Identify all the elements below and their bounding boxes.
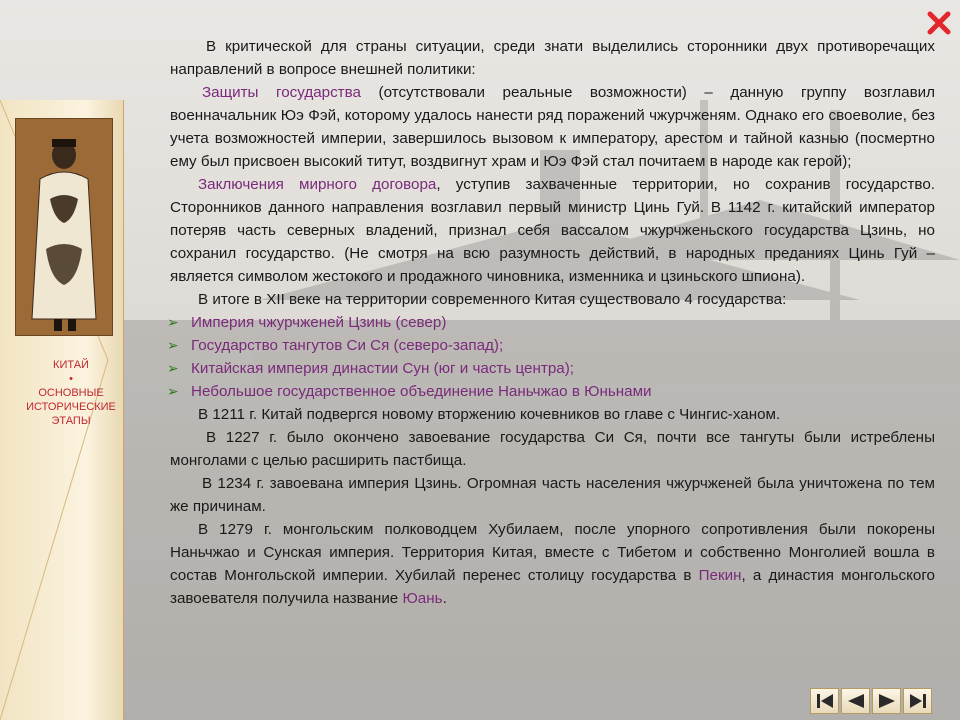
para-1227: В 1227 г. было окончено завоевание государства Си Ся, почти все тангуты были истреблены монголами с целью расширить пастбища.: [170, 429, 935, 469]
check-bullet-icon: ➢: [167, 314, 179, 330]
para-1279: [170, 518, 935, 610]
prev-icon: [846, 693, 866, 709]
label-line-3: ИСТОРИЧЕСКИЕ: [26, 401, 116, 413]
list-item: [165, 334, 935, 357]
list-item-text: Китайская империя династии Сун (юг и часть центра);: [191, 360, 575, 377]
check-bullet-icon: ➢: [167, 360, 179, 376]
states-list: [167, 311, 935, 403]
para-defense: [170, 81, 935, 173]
list-item: [165, 311, 935, 334]
para-intro: В критической для страны ситуации, среди знати выделились сторонники двух противоречащих направлений в вопросе внешней политики:: [170, 38, 935, 78]
section-label: [26, 358, 116, 428]
slide-navigation: [810, 688, 934, 714]
para-peace-text: , уступив захваченные территории, но сохранив государство. Сторонников данного направления возглавил первый министр Цинь Гуй. В 1142 г. китайский император потеряв часть северных владений, признал себя вассалом чжурчженьского государства Цзинь, но сохранил государство. (Не смотря на всю разумность действий, в народных преданиях Цинь Гуй – является символом жестокого и продажного чиновника, изменника и цзиньского шпиона).: [170, 176, 935, 285]
para-defense-text: (отсутствовали реальные возможности) – данную группу возглавил военначальник Юэ Фэй, которому удалось нанести ряд поражений чжурчженям. Однако его своеволие, без учета возможностей империи, завершилось вызовом к императору, арестом и тайной казнью (посмертно ему был присвоен высокий титут, воздвигнут храм и Юэ Фэй стал почитаем в народе как герой);: [170, 84, 935, 170]
para-1211: В 1211 г. Китай подвергся новому вторжению кочевников во главе с Чингис-ханом.: [198, 406, 781, 423]
list-item: [165, 357, 935, 380]
next-icon: [877, 693, 897, 709]
term-yuan: Юань: [402, 590, 443, 607]
close-x-icon: [926, 11, 952, 35]
first-icon: [815, 693, 835, 709]
last-slide-button[interactable]: [903, 688, 932, 714]
prev-slide-button[interactable]: [841, 688, 870, 714]
para-1279-text-b: , а династия монгольского завоевателя получила название: [170, 567, 936, 607]
list-item-text: Небольшое государственное объединение Наньчжао в Юньнами: [191, 383, 652, 400]
list-item: [165, 380, 935, 403]
list-item-text: Империя чжурчженей Цзинь (север): [191, 314, 447, 331]
next-slide-button[interactable]: [872, 688, 901, 714]
para-peace: [170, 173, 935, 288]
label-bullet: •: [69, 373, 73, 385]
label-line-2: ОСНОВНЫЕ: [38, 387, 104, 399]
first-slide-button[interactable]: [810, 688, 839, 714]
para-1234: В 1234 г. завоевана империя Цзинь. Огромная часть населения чжурчженей была уничтожена по тем же причинам.: [170, 475, 935, 515]
term-beijing: Пекин: [698, 567, 742, 584]
para-1279-text-a: В 1279 г. монгольским полководцем Хубилаем, после упорного сопротивления были покорены Наньчжао и Сунская империя. Территория Китая, вместе с Тибетом и собственно Монголией вошла в состав Монгольской империи. Хубилай перенес столицу государства в: [170, 521, 935, 584]
term-peace: Заключения мирного договора: [198, 176, 437, 193]
last-icon: [908, 693, 928, 709]
main-text: [167, 35, 936, 610]
close-button[interactable]: [922, 8, 956, 38]
emperor-portrait: [15, 118, 113, 336]
label-line-1: КИТАЙ: [53, 359, 89, 371]
label-line-4: ЭТАПЫ: [51, 415, 91, 427]
list-item-text: Государство тангутов Си Ся (северо-запад);: [191, 337, 504, 354]
check-bullet-icon: ➢: [167, 337, 179, 353]
para-states-intro: В итоге в XII веке на территории современного Китая существовало 4 государства:: [198, 291, 787, 308]
para-1279-text-c: .: [442, 590, 447, 607]
term-defense: Защиты государства: [202, 84, 361, 101]
check-bullet-icon: ➢: [167, 383, 179, 399]
